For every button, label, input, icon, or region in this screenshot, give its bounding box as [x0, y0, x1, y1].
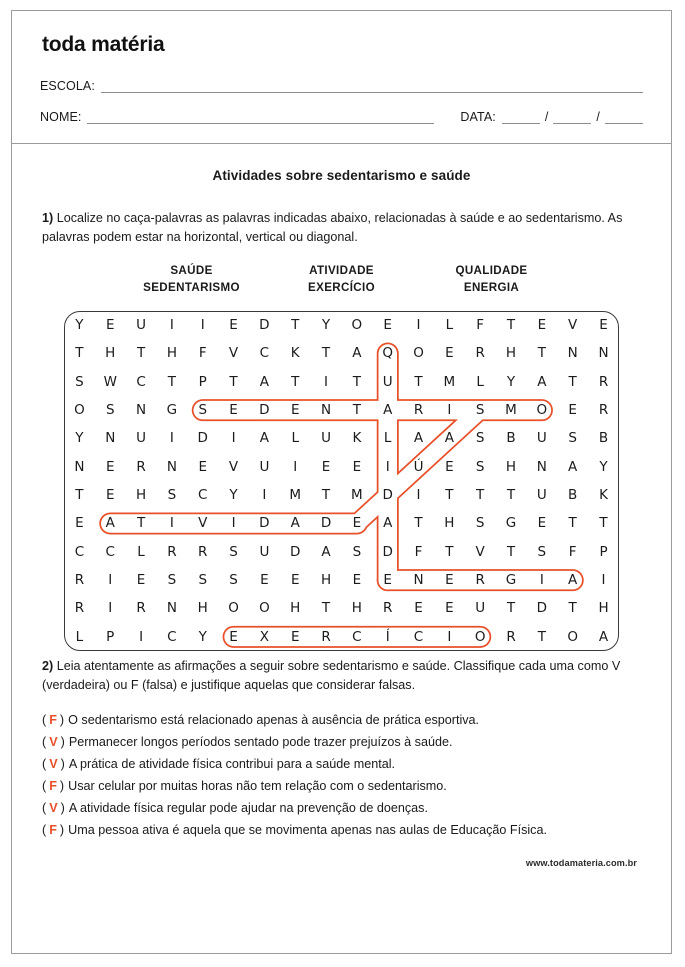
word-search-cell[interactable]: U — [259, 543, 270, 560]
question-1-number: 1) — [42, 211, 54, 225]
word-search-row — [64, 311, 619, 339]
word-search-cell[interactable]: R — [198, 543, 208, 560]
word-search-cell[interactable]: V — [475, 543, 485, 560]
word-item: SAÚDE — [170, 264, 213, 278]
word-search-cell[interactable]: H — [290, 600, 301, 617]
statement-item — [42, 711, 641, 730]
statement-item — [42, 733, 641, 752]
word-search-cell[interactable]: T — [167, 373, 177, 390]
word-search-cell[interactable]: D — [382, 487, 393, 503]
word-search-cell[interactable]: S — [105, 402, 115, 419]
word-search-cell[interactable]: G — [505, 571, 517, 588]
word-search-cell[interactable]: L — [476, 373, 484, 390]
word-search-cell[interactable]: O — [536, 402, 548, 419]
word-search-cell[interactable]: I — [169, 430, 174, 447]
word-search-cell[interactable]: A — [105, 515, 115, 532]
word-search-cell[interactable]: S — [229, 543, 238, 560]
date-month-line[interactable] — [553, 112, 591, 124]
word-search-cell[interactable]: R — [167, 543, 177, 560]
word-search-cell[interactable]: A — [537, 373, 547, 390]
word-search-cell[interactable]: O — [259, 600, 270, 617]
word-search-cell[interactable]: O — [228, 600, 239, 617]
word-search-row — [64, 453, 619, 481]
word-search-cell[interactable]: D — [320, 515, 332, 532]
word-search-cell[interactable]: C — [136, 373, 146, 390]
word-search-cell[interactable]: U — [536, 430, 547, 447]
word-search-cell[interactable]: T — [537, 628, 546, 645]
word-search-cell[interactable]: R — [136, 458, 146, 475]
statement-text: O sedentarismo está relacionado apenas à ausência de prática esportiva. — [68, 713, 480, 728]
word-search-cell[interactable]: X — [259, 628, 269, 645]
word-search-cell[interactable]: T — [352, 373, 361, 390]
word-search-cell[interactable]: E — [229, 317, 238, 334]
statement-answer-box[interactable]: ( V ) — [42, 756, 65, 771]
word-search-cell[interactable]: T — [136, 515, 146, 532]
word-search-cell[interactable]: T — [568, 515, 577, 532]
word-search-cell[interactable]: P — [106, 628, 115, 645]
word-search-cell[interactable]: T — [291, 373, 300, 390]
statement-answer-letter: V — [49, 800, 58, 815]
word-search-cell[interactable]: S — [475, 458, 485, 475]
word-search-cell[interactable]: D — [259, 515, 270, 532]
word-search-puzzle[interactable] — [64, 311, 619, 651]
word-search-cell[interactable]: Y — [75, 430, 84, 447]
word-search-cell[interactable]: T — [321, 345, 331, 362]
word-list-column-2 — [290, 263, 394, 297]
word-search-cell[interactable]: W — [103, 373, 117, 390]
word-search-cell[interactable]: I — [293, 458, 298, 475]
word-search-cell[interactable]: T — [506, 317, 516, 334]
statement-answer-box[interactable]: ( V ) — [42, 735, 65, 750]
word-search-cell[interactable]: N — [320, 402, 332, 419]
statement-text: A atividade física regular pode ajudar na prevenção de doenças. — [68, 800, 428, 815]
word-search-cell[interactable]: E — [352, 571, 362, 588]
word-search-cell[interactable]: I — [200, 317, 205, 334]
word-search-cell[interactable]: T — [414, 373, 423, 390]
word-search-cell[interactable]: E — [383, 571, 392, 588]
statement-answer-box[interactable]: ( F ) — [42, 713, 65, 728]
word-search-cell[interactable]: P — [599, 543, 608, 560]
word-item: EXERCÍCIO — [308, 281, 375, 295]
worksheet-content — [12, 144, 671, 868]
word-search-cell[interactable]: T — [537, 345, 546, 362]
word-search-cell[interactable]: H — [505, 458, 517, 475]
word-search-cell[interactable]: K — [352, 430, 362, 447]
statement-answer-letter: F — [49, 713, 57, 728]
word-search-cell[interactable]: T — [321, 600, 331, 617]
word-search-cell[interactable]: T — [136, 345, 146, 362]
word-search-cell[interactable]: A — [598, 628, 609, 645]
word-search-cell[interactable]: E — [414, 600, 423, 617]
statement-item — [42, 799, 641, 818]
word-search-row — [64, 594, 619, 622]
word-search-cell[interactable]: I — [139, 628, 144, 645]
word-search-cell[interactable]: N — [105, 430, 116, 447]
word-search-cell[interactable]: T — [506, 600, 516, 617]
word-search-cell[interactable]: M — [443, 373, 456, 390]
word-search-cell[interactable]: H — [135, 487, 147, 503]
word-search-cell[interactable]: L — [75, 628, 84, 645]
word-search-cell[interactable]: E — [229, 628, 238, 645]
word-search-cell[interactable]: E — [568, 402, 577, 419]
word-search-cell[interactable]: L — [383, 430, 392, 447]
word-search-cell[interactable]: I — [108, 571, 113, 588]
statement-answer-letter: V — [49, 735, 58, 750]
word-search-cell[interactable]: Ú — [413, 458, 424, 475]
word-search-cell[interactable]: E — [537, 317, 547, 334]
word-search-cell[interactable]: S — [537, 543, 547, 560]
word-search-cell[interactable]: S — [198, 571, 208, 588]
word-search-cell[interactable]: C — [352, 628, 362, 645]
word-item: ATIVIDADE — [309, 264, 374, 278]
statement-text: Usar celular por muitas horas não tem relação com o sedentarismo. — [68, 778, 447, 793]
statement-text: Permanecer longos períodos sentado pode trazer prejuízos à saúde. — [68, 735, 453, 750]
word-search-cell[interactable]: O — [74, 402, 85, 419]
school-input-line[interactable] — [101, 81, 643, 93]
word-search-cell[interactable]: T — [476, 487, 485, 503]
word-search-cell[interactable]: A — [259, 430, 269, 447]
word-search-cell[interactable]: I — [231, 430, 236, 447]
word-search-cell[interactable]: M — [505, 402, 517, 419]
word-search-cell[interactable]: S — [75, 373, 84, 390]
word-search-row — [64, 368, 619, 396]
school-label: ESCOLA: — [40, 79, 95, 93]
name-label: NOME: — [40, 110, 82, 124]
word-search-cell[interactable]: E — [75, 515, 84, 532]
word-search-cell[interactable]: U — [136, 430, 147, 447]
word-search-cell[interactable]: Y — [198, 628, 207, 645]
word-search-cell[interactable]: N — [536, 458, 547, 475]
word-search-cell[interactable]: O — [413, 345, 424, 362]
word-search-cell[interactable]: T — [506, 487, 516, 503]
statement-answer-letter: F — [49, 778, 57, 793]
word-search-cell[interactable]: Y — [75, 317, 84, 334]
word-search-cell[interactable]: C — [259, 345, 270, 362]
word-search-cell[interactable]: S — [198, 402, 208, 419]
word-search-cell[interactable]: R — [598, 402, 609, 419]
word-search-cell[interactable]: E — [445, 600, 454, 617]
word-search-cell[interactable]: C — [74, 543, 85, 560]
word-search-cell[interactable]: U — [475, 600, 486, 617]
word-search-cell[interactable]: T — [414, 515, 423, 532]
word-search-cell[interactable]: R — [136, 600, 146, 617]
word-search-cell[interactable]: B — [598, 430, 609, 447]
word-search-cell[interactable]: O — [474, 628, 486, 645]
word-search-cell[interactable]: U — [136, 317, 147, 334]
word-search-cell[interactable]: I — [324, 373, 329, 390]
word-search-cell[interactable]: G — [166, 402, 178, 419]
word-search-row — [64, 339, 619, 367]
footer-site: www.todamateria.com.br — [525, 857, 637, 868]
word-search-cell[interactable]: A — [352, 345, 362, 362]
word-search-cell[interactable]: U — [259, 458, 270, 475]
word-search-cell[interactable]: E — [290, 571, 300, 588]
word-search-cell[interactable]: Y — [321, 317, 331, 334]
word-search-cell[interactable]: T — [229, 373, 238, 390]
word-search-cell[interactable]: H — [105, 345, 116, 362]
word-search-cell[interactable]: I — [169, 515, 174, 532]
word-search-cell[interactable]: D — [382, 543, 393, 560]
word-search-cell[interactable]: N — [166, 600, 177, 617]
word-list-column-3 — [440, 263, 544, 297]
word-search-cell[interactable]: K — [599, 487, 608, 503]
statement-answer-box[interactable]: ( F ) — [42, 778, 65, 793]
word-search-cell[interactable]: C — [413, 628, 424, 645]
word-search-row — [64, 396, 619, 424]
word-search-cell[interactable]: T — [568, 373, 577, 390]
word-search-cell[interactable]: F — [198, 345, 207, 362]
word-search-cell[interactable]: E — [198, 458, 207, 475]
word-search-cell[interactable]: A — [321, 543, 331, 560]
word-search-cell[interactable]: T — [445, 487, 454, 503]
word-search-cell[interactable]: C — [105, 543, 115, 560]
word-search-cell[interactable]: N — [567, 345, 578, 362]
worksheet-page — [11, 10, 672, 954]
statement-item — [42, 755, 641, 774]
word-search-cell[interactable]: N — [413, 571, 424, 588]
word-search-cell[interactable]: E — [321, 458, 331, 475]
word-search-cell[interactable]: L — [137, 543, 145, 560]
word-search-cell[interactable]: L — [291, 430, 299, 447]
word-search-cell[interactable]: U — [321, 430, 331, 447]
word-list-column-1 — [140, 263, 244, 297]
word-search-cell[interactable]: E — [105, 317, 115, 334]
word-search-row — [64, 509, 619, 537]
word-search-cell[interactable]: Y — [229, 487, 238, 503]
word-item: SEDENTARISMO — [143, 281, 240, 295]
word-search-cell[interactable]: V — [568, 317, 578, 334]
word-search-cell[interactable]: U — [382, 373, 393, 390]
word-search-cell[interactable]: H — [444, 515, 455, 532]
word-search-cell[interactable]: E — [136, 571, 146, 588]
word-search-cell[interactable]: R — [475, 571, 485, 588]
word-search-cell[interactable]: H — [197, 600, 208, 617]
word-search-cell[interactable]: B — [506, 430, 516, 447]
word-search-cell[interactable]: V — [228, 458, 239, 475]
name-date-field-row — [40, 110, 643, 124]
word-search-cell[interactable]: D — [536, 600, 548, 617]
word-search-cell[interactable]: T — [75, 487, 84, 503]
word-search-row — [64, 481, 619, 509]
word-search-cell[interactable]: T — [291, 317, 300, 334]
word-search-cell[interactable]: V — [228, 345, 239, 362]
word-search-cell[interactable]: H — [598, 600, 609, 617]
word-search-cell[interactable]: T — [599, 515, 608, 532]
date-group — [434, 110, 643, 124]
word-search-cell[interactable]: I — [539, 571, 544, 588]
word-search-cell[interactable]: E — [290, 402, 300, 419]
question-2-number: 2) — [42, 658, 54, 673]
word-search-cell[interactable]: T — [445, 543, 454, 560]
word-search-cell[interactable]: O — [351, 317, 363, 334]
statement-item — [42, 777, 641, 796]
word-search-cell[interactable]: E — [383, 317, 392, 334]
statement-answer-box[interactable]: ( F ) — [42, 822, 65, 837]
word-search-cell[interactable]: V — [198, 515, 208, 532]
word-search-cell[interactable]: E — [599, 317, 608, 334]
word-search-cell[interactable]: K — [290, 345, 300, 362]
word-search-cell[interactable]: N — [74, 458, 85, 475]
word-search-row — [64, 566, 619, 594]
word-search-cell[interactable]: R — [413, 402, 424, 419]
word-search-cell[interactable]: H — [166, 345, 177, 362]
word-search-cell[interactable]: D — [259, 402, 270, 419]
word-search-cell[interactable]: I — [231, 515, 236, 532]
word-search-cell[interactable]: N — [166, 458, 177, 475]
word-search-cell[interactable]: A — [259, 373, 269, 390]
statement-answer-box[interactable]: ( V ) — [42, 800, 65, 815]
question-2 — [42, 657, 641, 695]
word-search-cell[interactable]: A — [568, 458, 578, 475]
word-search-cell[interactable]: E — [445, 345, 454, 362]
word-search-cell[interactable]: A — [383, 515, 393, 532]
word-list — [42, 263, 641, 297]
word-search-cell[interactable]: G — [505, 515, 517, 532]
word-search-cell[interactable]: Q — [382, 345, 394, 362]
word-search-cell[interactable]: D — [290, 543, 301, 560]
word-search-cell[interactable]: T — [321, 487, 331, 503]
word-search-cell[interactable]: C — [167, 628, 177, 645]
word-item: QUALIDADE — [455, 264, 528, 278]
word-search-cell[interactable]: R — [506, 628, 516, 645]
word-search-cell[interactable]: F — [414, 543, 423, 560]
statement-answer-letter: F — [49, 822, 57, 837]
statement-text: A prática de atividade física contribui para a saúde mental. — [68, 756, 396, 771]
word-search-row — [64, 538, 619, 566]
question-1 — [42, 209, 641, 247]
word-search-cell[interactable]: I — [385, 458, 390, 475]
word-search-grid[interactable] — [64, 311, 619, 651]
word-search-cell[interactable]: T — [568, 600, 577, 617]
word-search-cell[interactable]: R — [383, 600, 393, 617]
word-search-cell[interactable]: A — [413, 430, 424, 447]
word-search-cell[interactable]: A — [383, 402, 393, 419]
name-input-line[interactable] — [87, 112, 434, 124]
word-search-cell[interactable]: U — [536, 487, 547, 503]
word-search-cell[interactable]: I — [447, 402, 452, 419]
word-search-cell[interactable]: Y — [599, 458, 608, 475]
word-search-cell[interactable]: M — [289, 487, 302, 503]
word-search-cell[interactable]: T — [506, 543, 516, 560]
word-search-cell[interactable]: H — [320, 571, 332, 588]
school-field-row — [40, 79, 643, 93]
word-search-cell[interactable]: R — [321, 628, 331, 645]
word-search-cell[interactable]: M — [351, 487, 363, 503]
word-search-cell[interactable]: T — [75, 345, 84, 362]
word-search-cell[interactable]: E — [105, 458, 115, 475]
word-search-cell[interactable]: O — [567, 628, 578, 645]
word-search-cell[interactable]: A — [290, 515, 300, 532]
word-search-grid-body — [64, 311, 619, 651]
word-search-cell[interactable]: B — [568, 487, 578, 503]
word-search-cell[interactable]: S — [167, 487, 177, 503]
word-search-cell[interactable]: N — [136, 402, 147, 419]
brand-logo: toda matéria — [42, 33, 165, 56]
word-search-cell[interactable]: T — [352, 402, 361, 419]
page-title: Atividades sobre sedentarismo e saúde — [212, 168, 471, 183]
word-search-cell[interactable]: I — [447, 628, 452, 645]
word-search-cell[interactable]: D — [197, 430, 208, 447]
date-separator-1: / — [544, 110, 549, 124]
word-search-cell[interactable]: R — [598, 373, 609, 390]
word-search-cell[interactable]: I — [169, 317, 174, 334]
word-search-cell[interactable]: S — [568, 430, 577, 447]
date-separator-2: / — [596, 110, 600, 124]
word-search-cell[interactable]: H — [351, 600, 362, 617]
word-search-cell[interactable]: F — [476, 317, 485, 334]
word-search-cell[interactable]: F — [568, 543, 577, 560]
word-search-cell[interactable]: I — [108, 600, 113, 617]
statement-answer-letter: V — [49, 756, 58, 771]
word-search-row — [64, 424, 619, 452]
word-search-cell[interactable]: S — [475, 430, 485, 447]
word-search-cell[interactable]: A — [568, 571, 578, 588]
word-search-cell[interactable]: L — [445, 317, 454, 334]
word-item: ENERGIA — [463, 281, 520, 295]
word-search-row — [64, 622, 619, 650]
statement-item — [42, 821, 641, 840]
word-search-cell[interactable]: S — [475, 515, 485, 532]
word-search-cell[interactable]: I — [416, 487, 421, 503]
date-label: DATA: — [460, 110, 496, 124]
word-search-cell[interactable]: S — [352, 543, 362, 560]
date-day-line[interactable] — [502, 112, 540, 124]
word-search-cell[interactable]: E — [105, 487, 115, 503]
word-search-cell[interactable]: A — [444, 430, 454, 447]
date-year-line[interactable] — [605, 112, 643, 124]
word-search-cell[interactable]: D — [259, 317, 270, 334]
word-search-cell[interactable]: E — [537, 515, 547, 532]
word-search-cell[interactable]: I — [416, 317, 421, 334]
word-search-cell[interactable]: E — [229, 402, 238, 419]
word-search-cell[interactable]: S — [475, 402, 485, 419]
word-search-cell[interactable]: E — [445, 458, 454, 475]
word-search-cell[interactable]: E — [290, 628, 300, 645]
word-search-cell[interactable]: E — [352, 458, 362, 475]
statement-text: Uma pessoa ativa é aquela que se movimenta apenas nas aulas de Educação Física. — [68, 822, 547, 837]
word-search-cell[interactable]: P — [198, 373, 207, 390]
statement-list — [42, 711, 641, 839]
word-search-cell[interactable]: Y — [506, 373, 516, 390]
question-2-text: Leia atentamente as afirmações a seguir sobre sedentarismo e saúde. Classifique cada uma como V (verdadeira) ou F (falsa) e justifique aquelas que considerar falsas. — [42, 658, 621, 693]
word-search-cell[interactable]: C — [198, 487, 208, 503]
word-search-cell[interactable]: Í — [385, 628, 390, 645]
question-1-text: Localize no caça-palavras as palavras indicadas abaixo, relacionadas à saúde e ao sedentarismo. As palavras podem estar na horizontal, vertical ou diagonal. — [42, 211, 623, 245]
word-search-cell[interactable]: R — [74, 571, 85, 588]
word-search-cell[interactable]: E — [445, 571, 454, 588]
word-search-cell[interactable]: E — [260, 571, 269, 588]
word-search-cell[interactable]: E — [352, 515, 362, 532]
word-search-cell[interactable]: H — [505, 345, 517, 362]
word-search-cell[interactable]: I — [262, 487, 267, 503]
word-search-cell[interactable]: R — [74, 600, 85, 617]
word-search-cell[interactable]: S — [229, 571, 238, 588]
word-search-cell[interactable]: R — [475, 345, 485, 362]
word-search-cell[interactable]: N — [598, 345, 609, 362]
word-search-cell[interactable]: I — [601, 571, 606, 588]
worksheet-header — [12, 11, 671, 144]
word-search-cell[interactable]: S — [167, 571, 177, 588]
